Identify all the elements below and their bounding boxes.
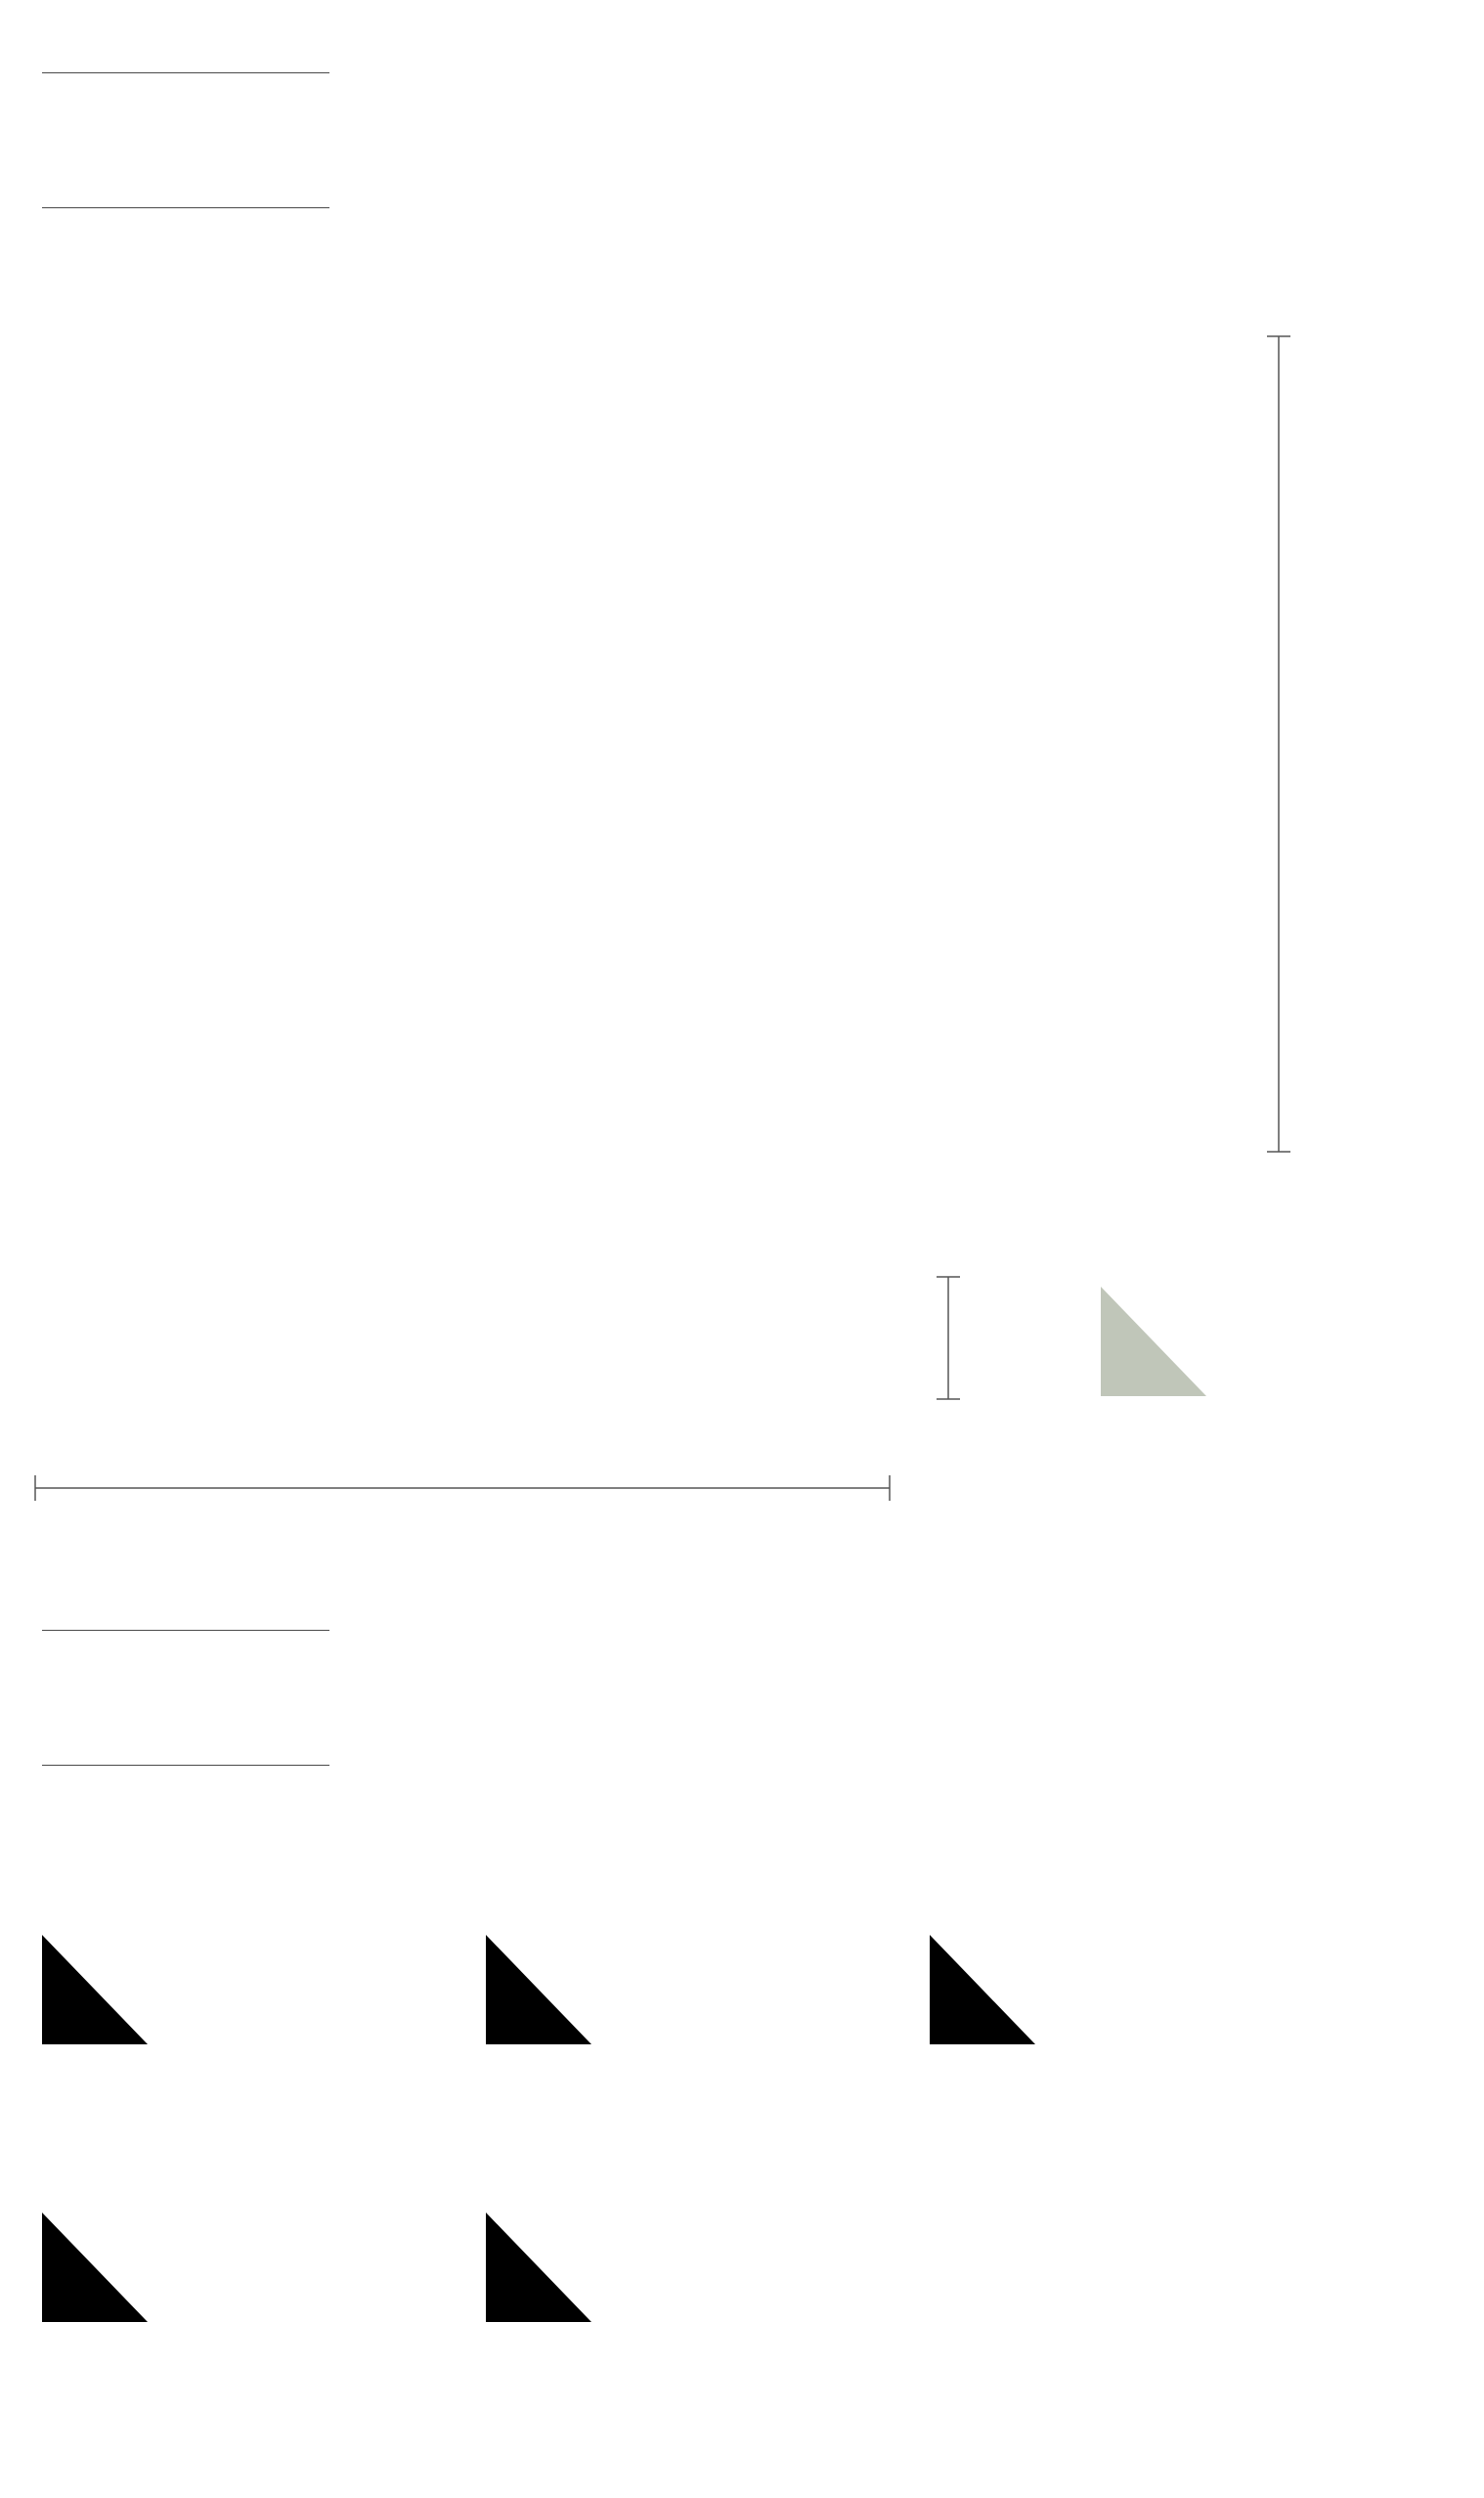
legend-swatch [1101, 1287, 1206, 1396]
dimension-depth-line [937, 1277, 960, 1399]
dimension-height-line [1267, 336, 1290, 1152]
swatch-brushed-brass [486, 2213, 591, 2322]
materials-rule-bottom [42, 1765, 329, 1766]
swatch-off-white [42, 2213, 148, 2322]
materials-rule-top [42, 1630, 329, 1631]
swatch-teak [930, 1935, 1035, 2044]
swatch-iron-black [486, 1935, 591, 2044]
swatch-mastic [42, 1935, 148, 2044]
dimension-width-line [35, 1475, 890, 1501]
